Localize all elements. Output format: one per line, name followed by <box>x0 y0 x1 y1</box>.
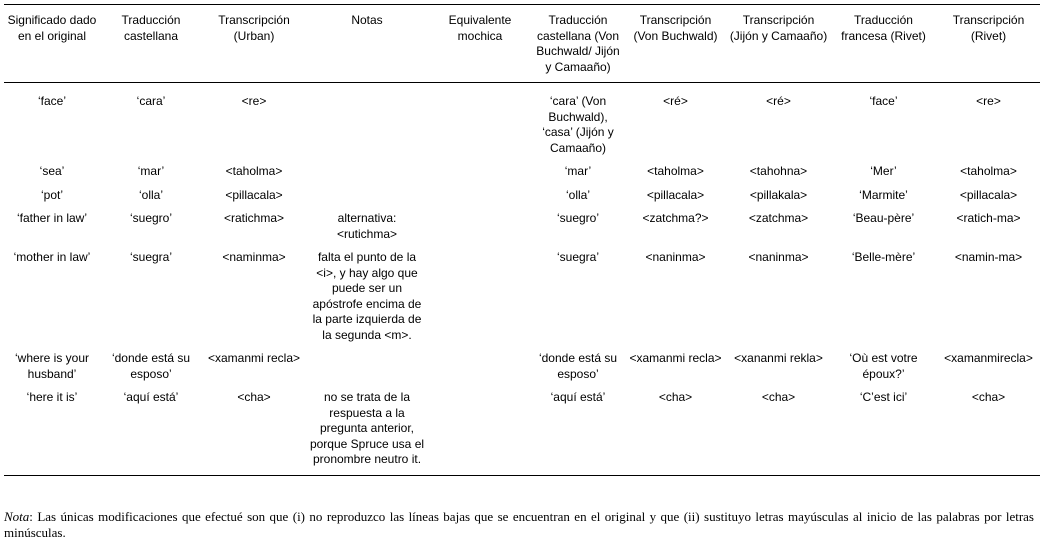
table-cell: ‘suegro’ <box>556 211 600 225</box>
column-header: Traducción francesa (Rivet) <box>830 5 937 83</box>
table-cell: <pillacala> <box>225 187 283 202</box>
table-cell: <zatchma?> <box>642 211 709 225</box>
table-cell: ‘Belle-mère’ <box>851 250 916 264</box>
table-cell: <pillacala> <box>959 187 1018 202</box>
table-cell: <xamanmirecla> <box>944 351 1033 365</box>
table-cell: falta el punto de la <i>, y hay algo que puede ser un apóstrofe encima de la parte izquierda de la segunda <m>. <box>312 250 422 342</box>
table-cell: ‘cara’ <box>136 94 166 108</box>
table-cell: <pillacala> <box>646 187 705 202</box>
table-header-row <box>4 5 1040 83</box>
table-cell: ‘Où est votre époux?’ <box>849 351 918 381</box>
table-cell: ‘donde está su esposo’ <box>111 351 191 381</box>
table-cell: <ré> <box>663 94 688 108</box>
table-cell: ‘mar’ <box>137 164 165 178</box>
table-cell: ‘olla’ <box>138 187 163 202</box>
column-header: Traducción castellana <box>100 5 202 83</box>
table-cell: ‘face’ <box>869 94 898 108</box>
table-cell <box>428 388 532 475</box>
table-cell <box>428 349 532 388</box>
table-row <box>4 186 1040 210</box>
table-cell: ‘mar’ <box>564 164 592 178</box>
document-page <box>4 4 1040 476</box>
table-cell: <ré> <box>766 94 791 108</box>
comparison-table <box>4 4 1040 476</box>
table-cell: ‘here it is’ <box>4 388 100 475</box>
table-cell: ‘Marmite’ <box>859 187 908 202</box>
table-cell: <taholma> <box>960 164 1017 178</box>
table-cell: ‘suegra’ <box>129 250 173 264</box>
table-cell <box>306 83 428 163</box>
table-cell: ‘face’ <box>37 94 66 108</box>
table-row <box>4 162 1040 186</box>
table-cell: <re> <box>241 94 267 108</box>
table-cell: <cha> <box>202 388 306 475</box>
column-header: Transcripción (Urban) <box>202 5 306 83</box>
table-cell: <ratichma> <box>223 211 285 225</box>
table-cell <box>428 162 532 186</box>
table-cell: <zatchma> <box>748 211 809 225</box>
table-cell: <cha> <box>937 388 1040 475</box>
table-cell: ‘C’est ici’ <box>830 388 937 475</box>
table-cell: no se trata de la respuesta a la pregunta anterior, porque Spruce usa el pronombre neutro it. <box>306 388 428 475</box>
table-cell: <pillakala> <box>749 187 808 202</box>
table-cell: <xananmi rekla> <box>734 351 823 365</box>
table-cell <box>306 162 428 186</box>
column-header: Significado dado en el original <box>4 5 100 83</box>
table-cell: <cha> <box>624 388 727 475</box>
table-cell: ‘pot’ <box>40 187 63 202</box>
table-cell: <tahohna> <box>749 164 808 178</box>
column-header: Traducción castellana (Von Buchwald/ Jijón y Camaaño) <box>532 5 624 83</box>
column-header: Transcripción (Jijón y Camaaño) <box>727 5 830 83</box>
table-cell: ‘Mer’ <box>870 164 897 178</box>
table-cell: ‘suegra’ <box>556 250 600 264</box>
table-cell: ‘Beau-père’ <box>852 211 915 225</box>
column-header: Notas <box>306 5 428 83</box>
footnote-text: : Las únicas modificaciones que efectué son que (i) no reproduzco las líneas bajas que se encuentran en el original y que (ii) sustituyo letras mayúsculas al inicio de las palabras por letras minúsculas. <box>4 509 1034 540</box>
footnote-label: Nota <box>4 509 30 524</box>
table-cell <box>306 349 428 388</box>
table-cell: <namin-ma> <box>954 250 1023 264</box>
table-row <box>4 388 1040 475</box>
table-cell: ‘suegro’ <box>129 211 173 225</box>
table-cell: <taholma> <box>647 164 704 178</box>
table-footnote <box>4 509 1034 541</box>
table-cell: ‘sea’ <box>39 164 65 178</box>
table-cell: <xamanmi recla> <box>207 351 301 365</box>
table-cell: ‘aquí está’ <box>100 388 202 475</box>
table-cell: alternativa: <rutichma> <box>336 211 398 241</box>
table-cell: ‘aquí está’ <box>532 388 624 475</box>
column-header: Equivalente mochica <box>428 5 532 83</box>
table-cell: ‘olla’ <box>565 187 590 202</box>
table-cell: <ratich-ma> <box>956 211 1021 225</box>
table-row <box>4 83 1040 163</box>
column-header: Transcripción (Rivet) <box>937 5 1040 83</box>
table-cell <box>306 186 428 210</box>
table-cell: <naninma> <box>645 250 706 264</box>
table-cell: <naminma> <box>222 250 286 264</box>
table-cell <box>428 186 532 210</box>
table-cell: ‘donde está su esposo’ <box>538 351 618 381</box>
table-cell: ‘where is your husband’ <box>14 351 90 381</box>
table-row <box>4 349 1040 388</box>
table-cell <box>428 209 532 248</box>
table-cell: <cha> <box>727 388 830 475</box>
column-header: Transcripción (Von Buchwald) <box>624 5 727 83</box>
table-cell: <re> <box>976 94 1001 108</box>
table-cell: ‘cara’ (Von Buchwald), ‘casa’ (Jijón y Camaaño) <box>542 94 614 155</box>
table-cell <box>428 83 532 163</box>
table-row <box>4 209 1040 248</box>
table-cell: <taholma> <box>225 164 283 178</box>
table-row <box>4 248 1040 349</box>
table-cell: <xamanmi recla> <box>629 351 722 365</box>
table-cell: ‘father in law’ <box>16 211 88 225</box>
table-cell: <naninma> <box>748 250 809 264</box>
table-cell <box>428 248 532 349</box>
table-cell: ‘mother in law’ <box>13 250 91 264</box>
